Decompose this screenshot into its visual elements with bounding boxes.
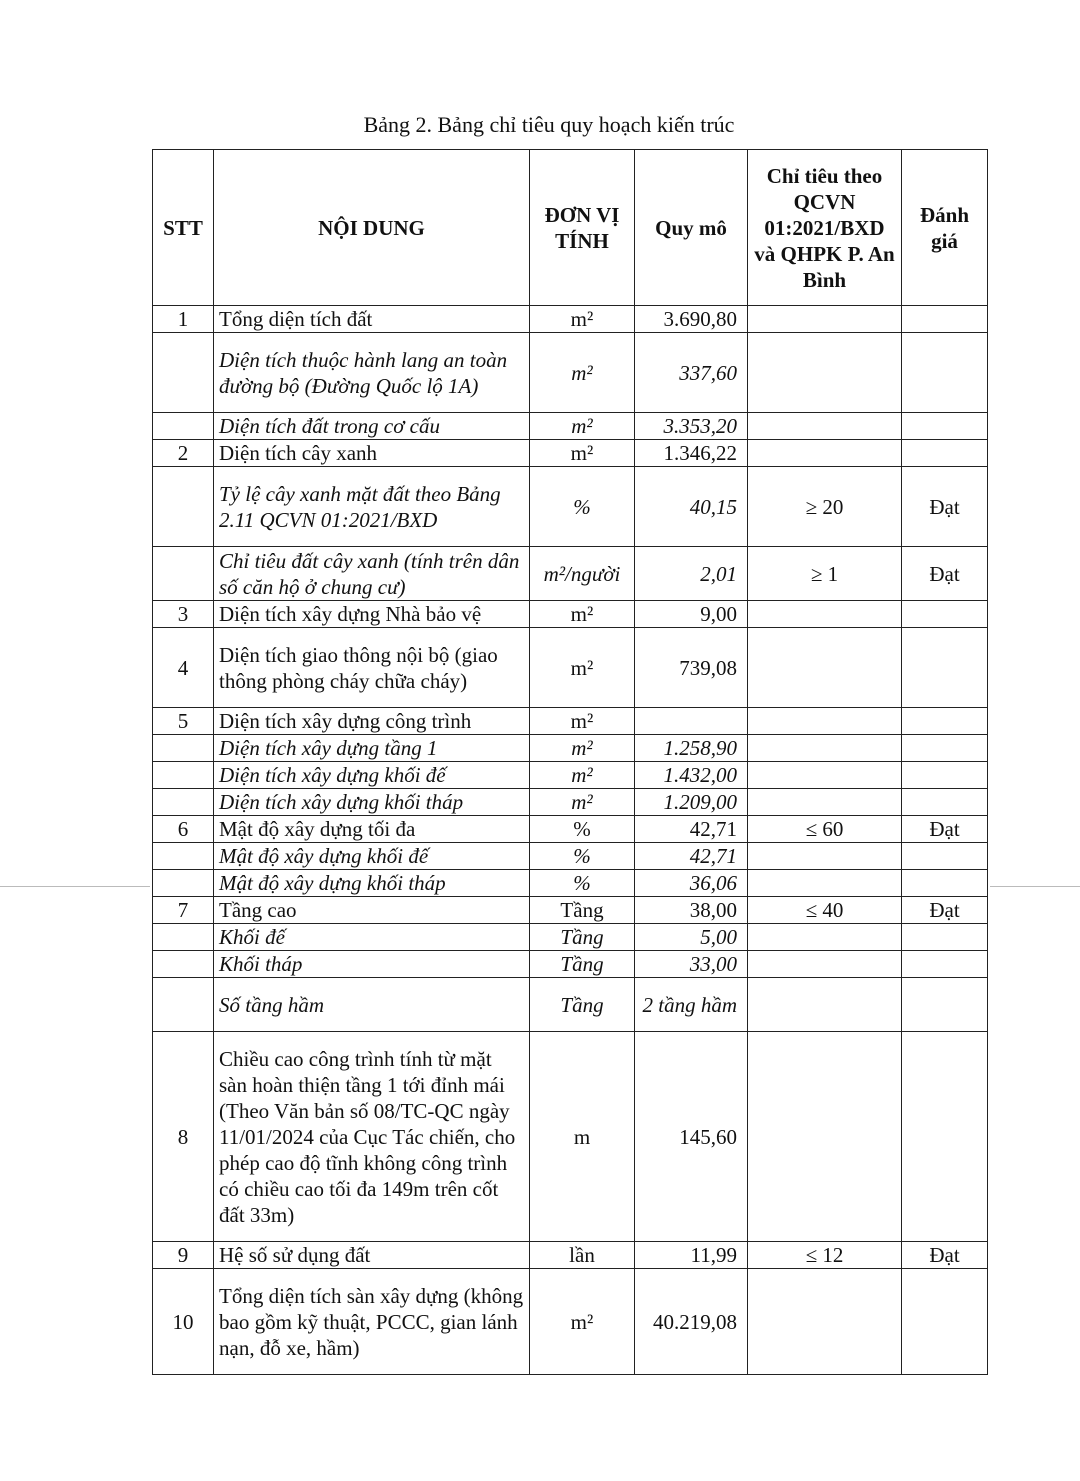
row-standard bbox=[748, 951, 902, 978]
row-scale: 9,00 bbox=[635, 601, 748, 628]
row-standard bbox=[748, 735, 902, 762]
row-scale: 739,08 bbox=[635, 628, 748, 708]
row-scale: 1.432,00 bbox=[635, 762, 748, 789]
table-row bbox=[153, 413, 988, 440]
row-standard: ≤ 40 bbox=[748, 897, 902, 924]
row-stt: 1 bbox=[153, 306, 214, 333]
table-row bbox=[153, 333, 988, 413]
table-row bbox=[153, 547, 988, 601]
row-scale: 40,15 bbox=[635, 467, 748, 547]
table-row bbox=[153, 1269, 988, 1375]
row-unit: m² bbox=[530, 333, 635, 413]
row-standard bbox=[748, 843, 902, 870]
row-standard bbox=[748, 413, 902, 440]
row-unit: m² bbox=[530, 601, 635, 628]
row-standard bbox=[748, 870, 902, 897]
table-row bbox=[153, 601, 988, 628]
row-evaluation bbox=[902, 951, 988, 978]
row-content: Diện tích giao thông nội bộ (giao thông phòng cháy chữa cháy) bbox=[214, 628, 530, 708]
table-row bbox=[153, 978, 988, 1032]
row-stt bbox=[153, 870, 214, 897]
table-header-row bbox=[153, 150, 988, 306]
row-scale: 1.209,00 bbox=[635, 789, 748, 816]
row-scale: 36,06 bbox=[635, 870, 748, 897]
row-content: Tổng diện tích đất bbox=[214, 306, 530, 333]
row-content: Diện tích thuộc hành lang an toàn đường bộ (Đường Quốc lộ 1A) bbox=[214, 333, 530, 413]
row-scale: 2 tầng hầm bbox=[635, 978, 748, 1032]
row-stt bbox=[153, 467, 214, 547]
scan-margin-line-left bbox=[0, 886, 150, 887]
table-title: Bảng 2. Bảng chỉ tiêu quy hoạch kiến trúc bbox=[363, 112, 735, 137]
header-unit: ĐƠN VỊ TÍNH bbox=[530, 150, 635, 306]
row-evaluation: Đạt bbox=[902, 1242, 988, 1269]
row-content: Diện tích xây dựng khối đế bbox=[214, 762, 530, 789]
row-standard bbox=[748, 789, 902, 816]
row-standard bbox=[748, 333, 902, 413]
table-row bbox=[153, 467, 988, 547]
row-standard: ≥ 20 bbox=[748, 467, 902, 547]
row-content: Khối đế bbox=[214, 924, 530, 951]
row-stt bbox=[153, 735, 214, 762]
row-unit: m² bbox=[530, 413, 635, 440]
row-scale: 5,00 bbox=[635, 924, 748, 951]
row-scale: 33,00 bbox=[635, 951, 748, 978]
row-evaluation bbox=[902, 924, 988, 951]
row-unit: m² bbox=[530, 708, 635, 735]
row-evaluation: Đạt bbox=[902, 816, 988, 843]
row-stt: 2 bbox=[153, 440, 214, 467]
table-row bbox=[153, 628, 988, 708]
table-row bbox=[153, 870, 988, 897]
table-row bbox=[153, 708, 988, 735]
row-scale: 1.346,22 bbox=[635, 440, 748, 467]
row-scale: 3.353,20 bbox=[635, 413, 748, 440]
row-unit: m² bbox=[530, 628, 635, 708]
row-standard bbox=[748, 601, 902, 628]
row-scale: 2,01 bbox=[635, 547, 748, 601]
row-unit: % bbox=[530, 816, 635, 843]
row-content: Diện tích xây dựng tầng 1 bbox=[214, 735, 530, 762]
row-stt bbox=[153, 924, 214, 951]
row-content: Chỉ tiêu đất cây xanh (tính trên dân số căn hộ ở chung cư) bbox=[214, 547, 530, 601]
row-scale: 11,99 bbox=[635, 1242, 748, 1269]
row-standard: ≤ 60 bbox=[748, 816, 902, 843]
row-evaluation bbox=[902, 306, 988, 333]
table-row bbox=[153, 1242, 988, 1269]
row-unit: Tầng bbox=[530, 951, 635, 978]
row-stt: 5 bbox=[153, 708, 214, 735]
table-row bbox=[153, 735, 988, 762]
row-stt bbox=[153, 843, 214, 870]
row-content: Khối tháp bbox=[214, 951, 530, 978]
row-evaluation bbox=[902, 1269, 988, 1375]
row-unit: m² bbox=[530, 735, 635, 762]
header-content: NỘI DUNG bbox=[214, 150, 530, 306]
row-scale: 42,71 bbox=[635, 816, 748, 843]
row-stt: 3 bbox=[153, 601, 214, 628]
table-row bbox=[153, 1032, 988, 1242]
row-evaluation bbox=[902, 628, 988, 708]
table-row bbox=[153, 762, 988, 789]
row-content: Mật độ xây dựng khối tháp bbox=[214, 870, 530, 897]
row-content: Tầng cao bbox=[214, 897, 530, 924]
row-standard: ≤ 12 bbox=[748, 1242, 902, 1269]
table-body bbox=[153, 306, 988, 1375]
row-stt bbox=[153, 762, 214, 789]
row-content: Diện tích cây xanh bbox=[214, 440, 530, 467]
row-content: Diện tích xây dựng công trình bbox=[214, 708, 530, 735]
row-standard bbox=[748, 1269, 902, 1375]
row-content: Diện tích xây dựng Nhà bảo vệ bbox=[214, 601, 530, 628]
row-stt bbox=[153, 951, 214, 978]
table-row bbox=[153, 924, 988, 951]
row-standard bbox=[748, 1032, 902, 1242]
table-row bbox=[153, 789, 988, 816]
row-stt: 4 bbox=[153, 628, 214, 708]
row-content: Số tầng hầm bbox=[214, 978, 530, 1032]
row-standard bbox=[748, 978, 902, 1032]
row-scale: 38,00 bbox=[635, 897, 748, 924]
row-stt bbox=[153, 547, 214, 601]
header-stt: STT bbox=[153, 150, 214, 306]
row-content: Chiều cao công trình tính từ mặt sàn hoàn thiện tầng 1 tới đỉnh mái (Theo Văn bản số 08/TC-QC ngày 11/01/2024 của Cục Tác chiến, cho phép cao độ tĩnh không công trình có chiều cao tối đa 149m trên cốt đất 33m) bbox=[214, 1032, 530, 1242]
row-evaluation bbox=[902, 789, 988, 816]
row-evaluation bbox=[902, 843, 988, 870]
table-row bbox=[153, 306, 988, 333]
row-evaluation bbox=[902, 978, 988, 1032]
row-evaluation bbox=[902, 1032, 988, 1242]
row-stt: 9 bbox=[153, 1242, 214, 1269]
table-row bbox=[153, 897, 988, 924]
row-scale: 145,60 bbox=[635, 1032, 748, 1242]
row-content: Tổng diện tích sàn xây dựng (không bao gồm kỹ thuật, PCCC, gian lánh nạn, đỗ xe, hầm) bbox=[214, 1269, 530, 1375]
row-content: Mật độ xây dựng khối đế bbox=[214, 843, 530, 870]
table-row bbox=[153, 843, 988, 870]
header-scale: Quy mô bbox=[635, 150, 748, 306]
row-unit: % bbox=[530, 467, 635, 547]
scan-margin-line-right bbox=[990, 886, 1080, 887]
row-evaluation: Đạt bbox=[902, 897, 988, 924]
row-stt bbox=[153, 413, 214, 440]
row-stt bbox=[153, 333, 214, 413]
row-content: Diện tích xây dựng khối tháp bbox=[214, 789, 530, 816]
row-evaluation bbox=[902, 413, 988, 440]
row-scale: 42,71 bbox=[635, 843, 748, 870]
row-unit: m² bbox=[530, 440, 635, 467]
row-unit: Tầng bbox=[530, 924, 635, 951]
row-content: Hệ số sử dụng đất bbox=[214, 1242, 530, 1269]
row-evaluation bbox=[902, 440, 988, 467]
row-stt: 7 bbox=[153, 897, 214, 924]
row-standard bbox=[748, 708, 902, 735]
row-evaluation: Đạt bbox=[902, 547, 988, 601]
row-evaluation bbox=[902, 708, 988, 735]
header-standard: Chỉ tiêu theo QCVN 01:2021/BXD và QHPK P. An Bình bbox=[748, 150, 902, 306]
row-scale bbox=[635, 708, 748, 735]
row-evaluation bbox=[902, 601, 988, 628]
row-unit: m² bbox=[530, 789, 635, 816]
row-stt bbox=[153, 978, 214, 1032]
row-unit: m² bbox=[530, 306, 635, 333]
row-unit: m² bbox=[530, 762, 635, 789]
row-scale: 3.690,80 bbox=[635, 306, 748, 333]
row-unit: m² bbox=[530, 1269, 635, 1375]
row-evaluation bbox=[902, 762, 988, 789]
row-unit: m²/người bbox=[530, 547, 635, 601]
row-evaluation bbox=[902, 870, 988, 897]
row-content: Mật độ xây dựng tối đa bbox=[214, 816, 530, 843]
table-row bbox=[153, 951, 988, 978]
row-unit: m bbox=[530, 1032, 635, 1242]
row-evaluation: Đạt bbox=[902, 467, 988, 547]
row-evaluation bbox=[902, 333, 988, 413]
planning-indicators-table bbox=[152, 149, 988, 1375]
row-unit: % bbox=[530, 843, 635, 870]
row-standard bbox=[748, 306, 902, 333]
row-stt bbox=[153, 789, 214, 816]
row-evaluation bbox=[902, 735, 988, 762]
table-row bbox=[153, 440, 988, 467]
row-standard: ≥ 1 bbox=[748, 547, 902, 601]
row-unit: % bbox=[530, 870, 635, 897]
row-unit: Tầng bbox=[530, 978, 635, 1032]
row-scale: 40.219,08 bbox=[635, 1269, 748, 1375]
table-row bbox=[153, 816, 988, 843]
row-stt: 8 bbox=[153, 1032, 214, 1242]
row-standard bbox=[748, 628, 902, 708]
row-stt: 6 bbox=[153, 816, 214, 843]
row-scale: 337,60 bbox=[635, 333, 748, 413]
row-content: Diện tích đất trong cơ cấu bbox=[214, 413, 530, 440]
row-scale: 1.258,90 bbox=[635, 735, 748, 762]
row-standard bbox=[748, 924, 902, 951]
row-content: Tỷ lệ cây xanh mặt đất theo Bảng 2.11 QCVN 01:2021/BXD bbox=[214, 467, 530, 547]
row-standard bbox=[748, 440, 902, 467]
row-stt: 10 bbox=[153, 1269, 214, 1375]
header-evaluation: Đánh giá bbox=[902, 150, 988, 306]
row-standard bbox=[748, 762, 902, 789]
row-unit: Tầng bbox=[530, 897, 635, 924]
row-unit: lần bbox=[530, 1242, 635, 1269]
